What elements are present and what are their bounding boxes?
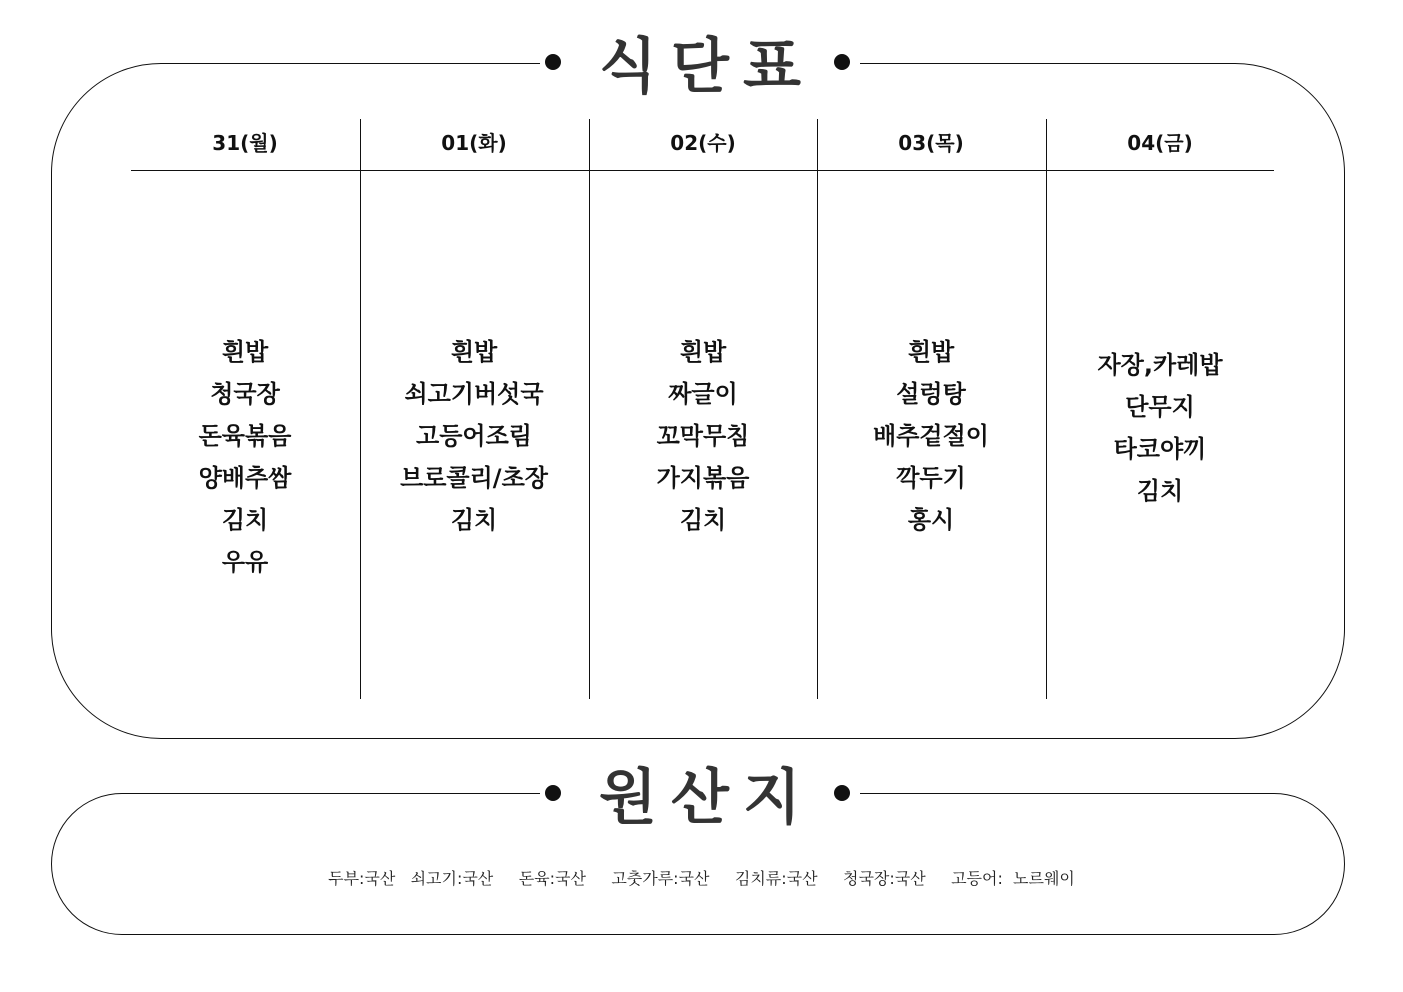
dish-list [1046,344,1274,512]
dish: 김치 [679,506,727,534]
dish: 흰밥 [450,338,498,366]
dish: 김치 [1136,477,1184,505]
dish: 고등어조림 [416,422,532,450]
day-header: 03(목) [898,131,964,155]
dish: 흰밥 [907,338,955,366]
dish: 단무지 [1125,393,1195,421]
dish: 꼬막무침 [656,422,750,450]
origin-title: 원산지 [599,763,815,833]
origin-title-block [540,753,860,833]
day-column-tue [360,119,588,699]
dish: 김치 [450,506,498,534]
dish: 짜글이 [668,380,738,408]
title-dot-left [545,54,561,70]
dish: 가지볶음 [656,464,750,492]
dish: 깍두기 [896,464,966,492]
title-dot-left [545,785,561,801]
dish-list [360,331,588,541]
dish: 우유 [221,548,269,576]
day-column-wed [589,119,817,699]
day-header: 01(화) [441,131,507,155]
day-column-fri [1046,119,1274,699]
menu-title-block [540,22,860,102]
day-header: 31(월) [212,131,278,155]
dish: 브로콜리/초장 [400,464,548,492]
dish: 흰밥 [221,338,269,366]
dish-list [131,331,359,583]
dish: 홍시 [907,506,955,534]
dish-list [817,331,1045,541]
origin-list: 두부:국산 쇠고기:국산 돈육:국산 고춧가루:국산 김치류:국산 청국장:국산 고등어: 노르웨이 [328,869,1075,888]
dish: 흰밥 [679,338,727,366]
day-header: 04(금) [1127,131,1193,155]
day-column-mon [131,119,359,699]
dish: 자장,카레밥 [1097,351,1223,379]
dish: 쇠고기버섯국 [404,380,544,408]
dish: 양배추쌈 [198,464,292,492]
dish: 돈육볶음 [198,422,292,450]
dish: 설렁탕 [896,380,966,408]
day-header: 02(수) [670,131,736,155]
title-dot-right [834,785,850,801]
title-dot-right [834,54,850,70]
dish: 타코야끼 [1113,435,1207,463]
dish: 배추겉절이 [873,422,989,450]
menu-title: 식단표 [599,32,815,102]
dish-list [589,331,817,541]
day-column-thu [817,119,1045,699]
dish: 김치 [221,506,269,534]
dish: 청국장 [210,380,280,408]
